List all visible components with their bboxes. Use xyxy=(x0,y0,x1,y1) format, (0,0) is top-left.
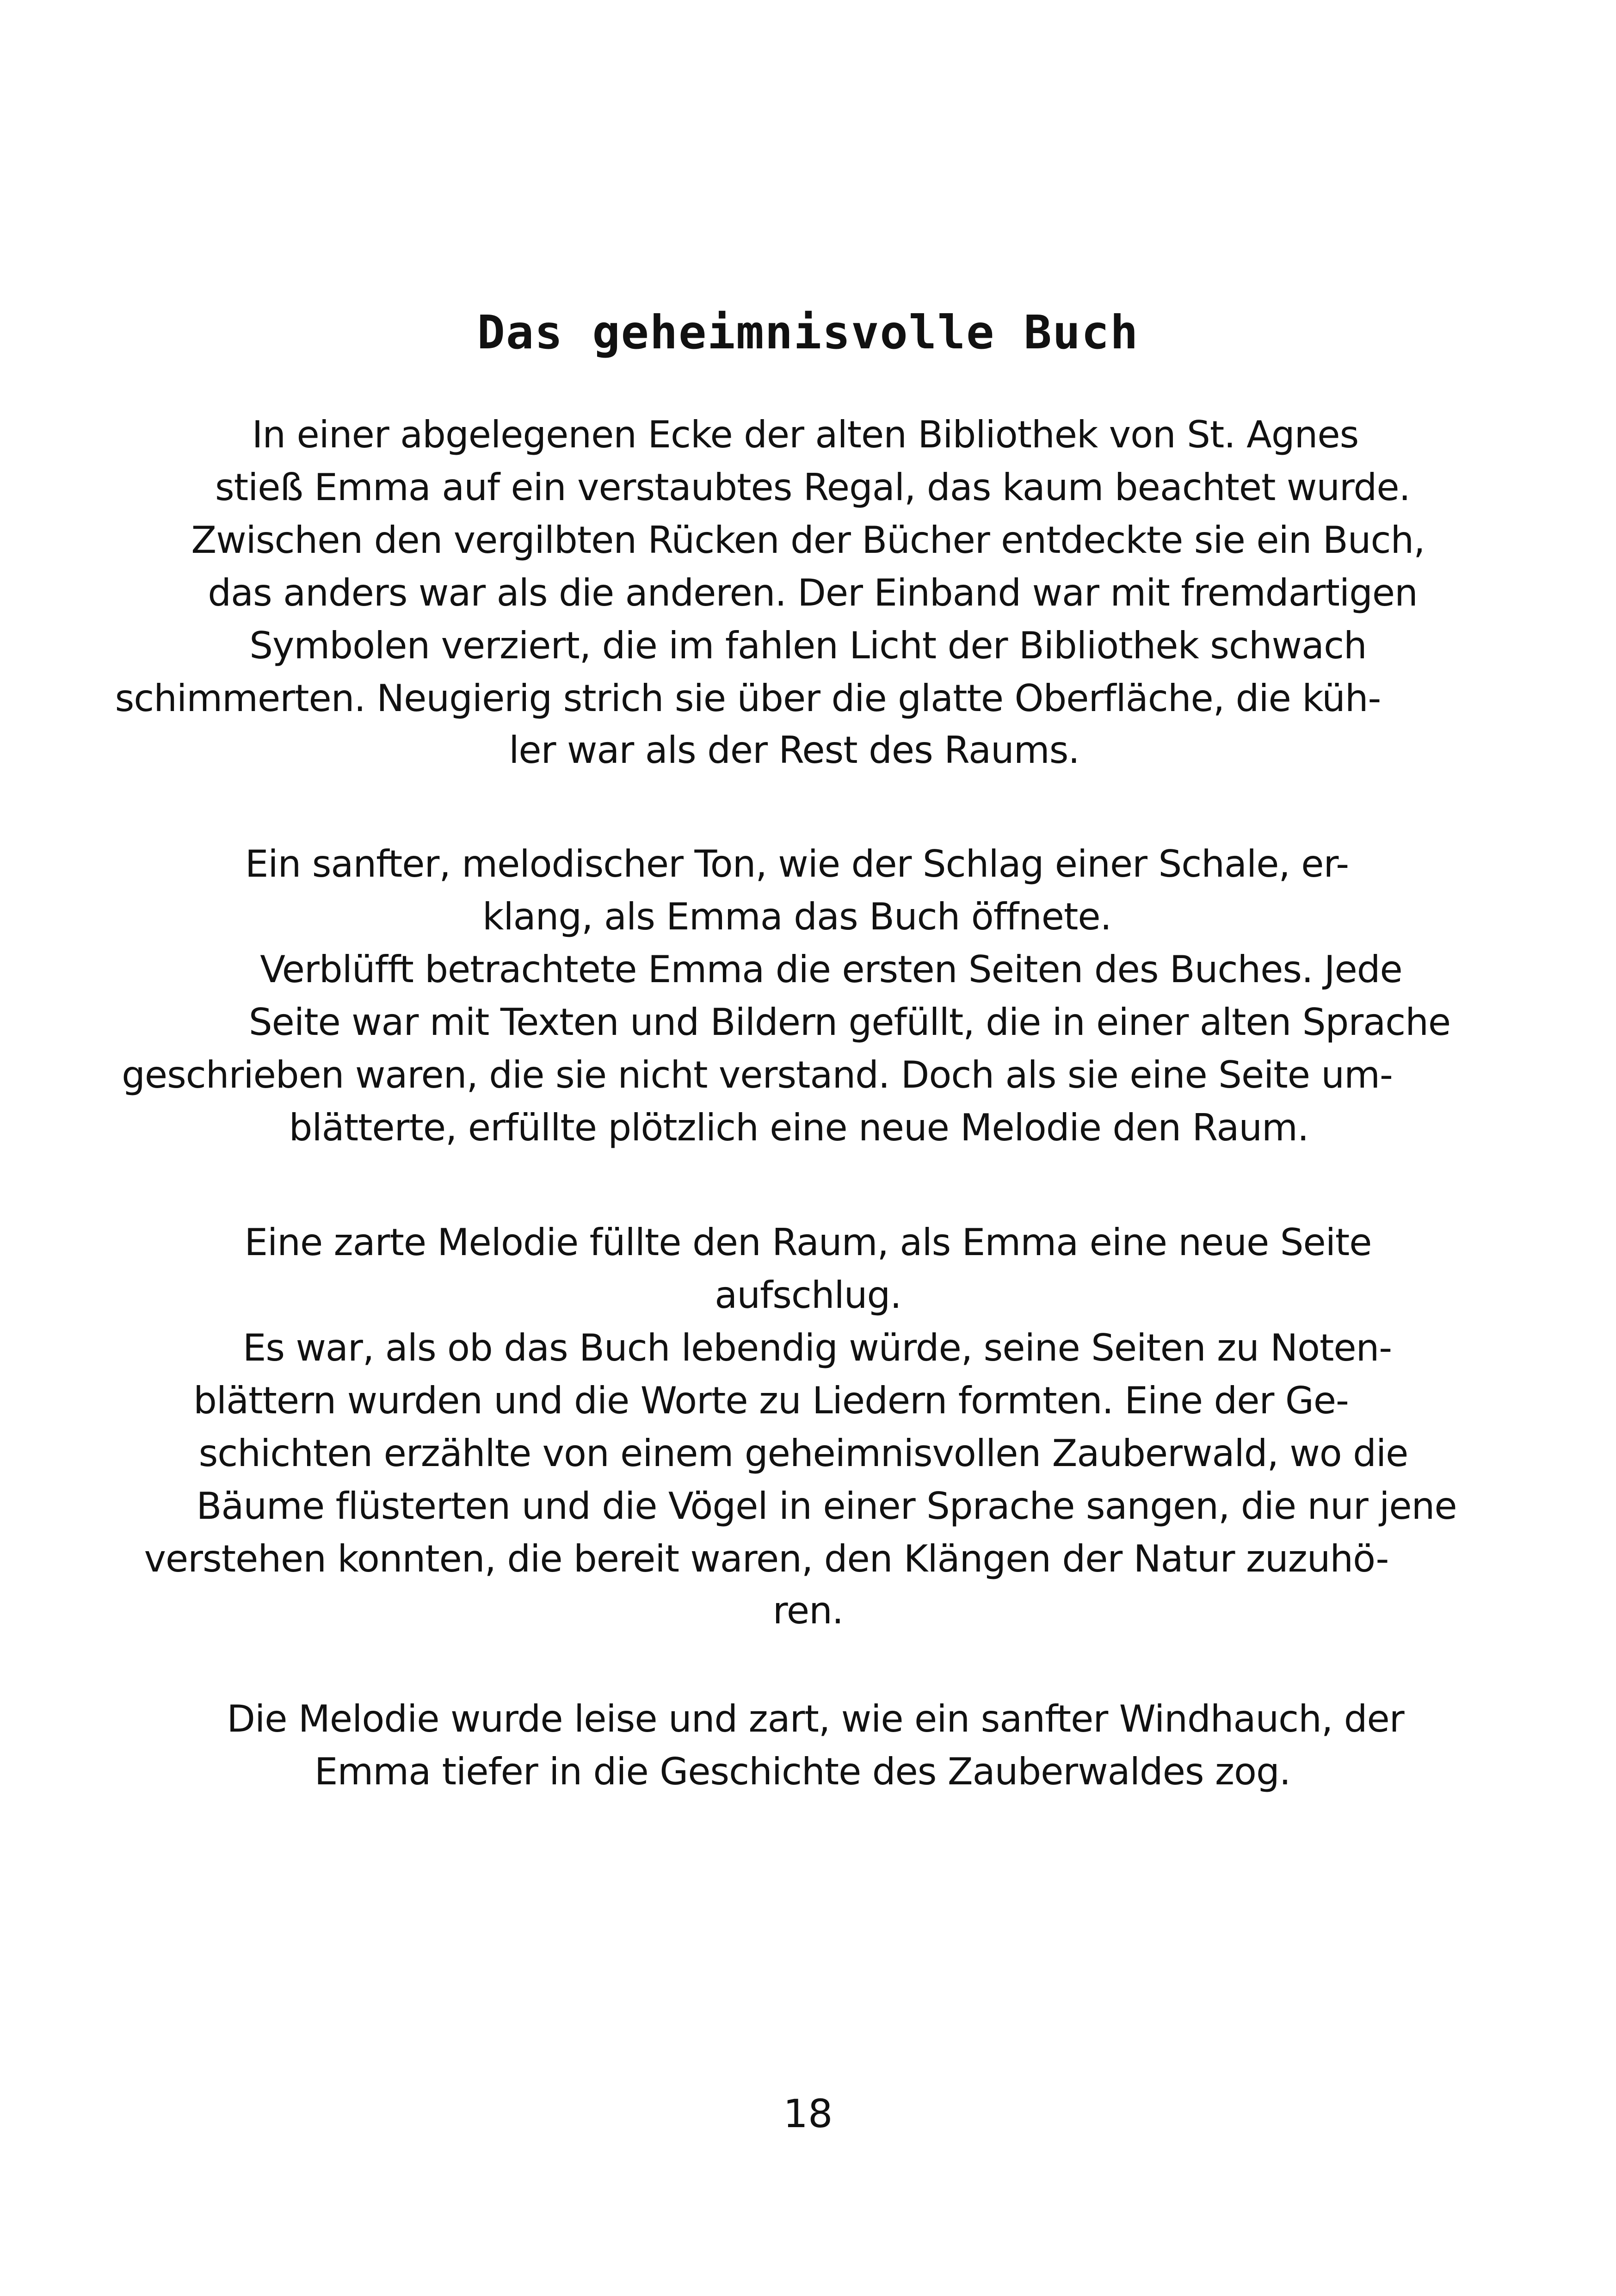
text-line: stieß Emma auf ein verstaubtes Regal, das kaum beachtet wurde. xyxy=(215,466,1410,509)
text-line: ren. xyxy=(772,1589,844,1632)
text-line: Zwischen den vergilbten Rücken der Bücher entdeckte sie ein Buch, xyxy=(191,519,1425,562)
text-line: blättern wurden und die Worte zu Liedern formten. Eine der Ge- xyxy=(193,1379,1349,1422)
chapter-title: Das geheimnisvolle Buch xyxy=(477,305,1139,359)
text-line: Es war, als ob das Buch lebendig würde, seine Seiten zu Noten- xyxy=(242,1326,1392,1369)
text-line: das anders war als die anderen. Der Einband war mit fremdartigen xyxy=(208,571,1418,614)
text-line: Emma tiefer in die Geschichte des Zauberwaldes zog. xyxy=(314,1750,1291,1793)
text-line: geschrieben waren, die sie nicht verstand. Doch als sie eine Seite um- xyxy=(122,1053,1393,1096)
text-line: Die Melodie wurde leise und zart, wie ein sanfter Windhauch, der xyxy=(227,1697,1404,1740)
text-line: Symbolen verziert, die im fahlen Licht der Bibliothek schwach xyxy=(249,624,1367,667)
text-line: schichten erzählte von einem geheimnisvollen Zauberwald, wo die xyxy=(198,1432,1408,1475)
text-line: In einer abgelegenen Ecke der alten Bibliothek von St. Agnes xyxy=(252,413,1359,456)
text-line: ler war als der Rest des Raums. xyxy=(509,729,1079,772)
text-line: blätterte, erfüllte plötzlich eine neue Melodie den Raum. xyxy=(289,1106,1309,1149)
text-line: Bäume flüsterten und die Vögel in einer Sprache sangen, die nur jene xyxy=(196,1485,1457,1528)
text-line: klang, als Emma das Buch öffnete. xyxy=(482,895,1111,938)
text-line: Ein sanfter, melodischer Ton, wie der Schlag einer Schale, er- xyxy=(245,842,1349,885)
page-number: 18 xyxy=(783,2091,833,2136)
text-line: Eine zarte Melodie füllte den Raum, als Emma eine neue Seite xyxy=(244,1221,1372,1264)
text-line: Verblüfft betrachtete Emma die ersten Seiten des Buches. Jede xyxy=(260,948,1402,991)
text-line: aufschlug. xyxy=(715,1274,901,1317)
text-line: verstehen konnten, die bereit waren, den Klängen der Natur zuzuhö- xyxy=(144,1537,1389,1580)
text-line: Seite war mit Texten und Bildern gefüllt, die in einer alten Sprache xyxy=(248,1001,1451,1044)
text-line: schimmerten. Neugierig strich sie über die glatte Oberfläche, die küh- xyxy=(115,677,1381,720)
